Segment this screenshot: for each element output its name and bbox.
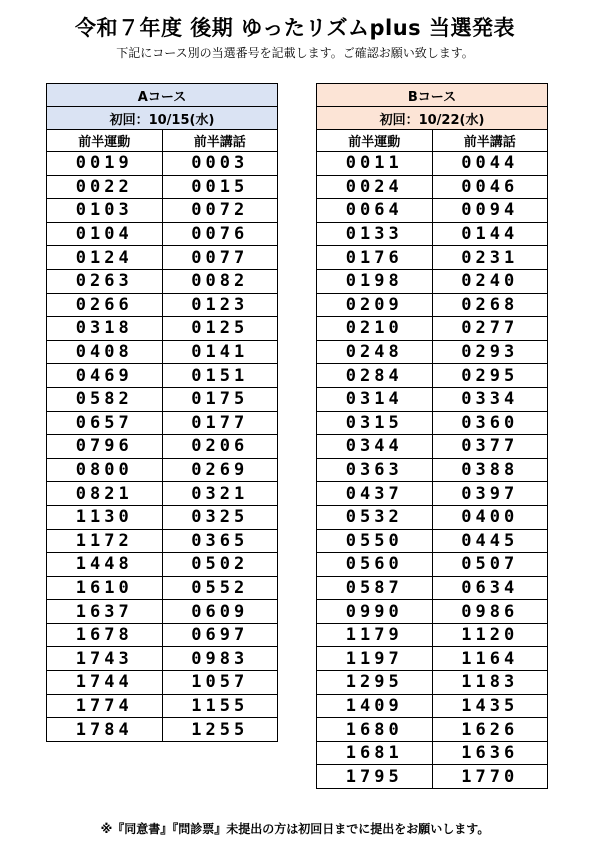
table-row (47, 411, 278, 435)
lecture-number-cell: 0293 (432, 340, 548, 364)
exercise-number-cell: 0582 (47, 387, 163, 411)
lecture-number-cell: 0206 (162, 435, 278, 459)
column-header-lecture: 前半講話 (432, 130, 548, 152)
lecture-number-cell: 1626 (432, 718, 548, 742)
table-row (47, 647, 278, 671)
table-row (317, 482, 548, 506)
lecture-number-cell: 0003 (162, 152, 278, 176)
lecture-number-cell: 0986 (432, 600, 548, 624)
lecture-number-cell: 0609 (162, 600, 278, 624)
exercise-number-cell: 0103 (47, 199, 163, 223)
table-row (47, 529, 278, 553)
exercise-number-cell: 1678 (47, 623, 163, 647)
lecture-number-cell: 1164 (432, 647, 548, 671)
course-name: Aコース (47, 84, 278, 107)
lecture-number-cell: 0360 (432, 411, 548, 435)
course-name: Bコース (317, 84, 548, 107)
table-row (47, 435, 278, 459)
table-row (47, 671, 278, 695)
lecture-number-cell: 0015 (162, 175, 278, 199)
table-row (47, 482, 278, 506)
lecture-number-cell: 1183 (432, 671, 548, 695)
lecture-number-cell: 0268 (432, 293, 548, 317)
exercise-number-cell: 0024 (317, 175, 433, 199)
exercise-number-cell: 1774 (47, 694, 163, 718)
lecture-number-cell: 0502 (162, 553, 278, 577)
exercise-number-cell: 0408 (47, 340, 163, 364)
table-row (47, 199, 278, 223)
table-row (47, 175, 278, 199)
exercise-number-cell: 0019 (47, 152, 163, 176)
table-row (47, 152, 278, 176)
exercise-number-cell: 0314 (317, 387, 433, 411)
table-row (317, 529, 548, 553)
exercise-number-cell: 0198 (317, 269, 433, 293)
table-row (47, 246, 278, 270)
table-row (317, 576, 548, 600)
lecture-number-cell: 1057 (162, 671, 278, 695)
exercise-number-cell: 0011 (317, 152, 433, 176)
lecture-number-cell: 1435 (432, 694, 548, 718)
lecture-number-cell: 0177 (162, 411, 278, 435)
exercise-number-cell: 1637 (47, 600, 163, 624)
lecture-number-cell: 0094 (432, 199, 548, 223)
lecture-number-cell: 0365 (162, 529, 278, 553)
lecture-number-cell: 0334 (432, 387, 548, 411)
lecture-number-cell: 0175 (162, 387, 278, 411)
lecture-number-cell: 0151 (162, 364, 278, 388)
exercise-number-cell: 0657 (47, 411, 163, 435)
table-row (47, 623, 278, 647)
table-row (317, 340, 548, 364)
lecture-number-cell: 0697 (162, 623, 278, 647)
lecture-number-cell: 1120 (432, 623, 548, 647)
submission-note: ※『同意書』『問診票』未提出の方は初回日までに提出をお願いします。 (100, 822, 490, 836)
table-row (317, 741, 548, 765)
exercise-number-cell: 0263 (47, 269, 163, 293)
page-title: 令和７年度 後期 ゆったリズムplus 当選発表 (75, 16, 515, 40)
exercise-number-cell: 0560 (317, 553, 433, 577)
lecture-number-cell: 1255 (162, 718, 278, 742)
course-a-table (46, 83, 278, 742)
lecture-number-cell: 0377 (432, 435, 548, 459)
table-row (47, 718, 278, 742)
table-row (47, 269, 278, 293)
exercise-number-cell: 1295 (317, 671, 433, 695)
exercise-number-cell: 1680 (317, 718, 433, 742)
exercise-number-cell: 1172 (47, 529, 163, 553)
table-row (317, 647, 548, 671)
course-start-date: 初回：10/22(水) (317, 107, 548, 130)
exercise-number-cell: 1448 (47, 553, 163, 577)
lecture-number-cell: 0397 (432, 482, 548, 506)
lecture-number-cell: 0634 (432, 576, 548, 600)
table-row (47, 576, 278, 600)
exercise-number-cell: 0064 (317, 199, 433, 223)
table-row (317, 364, 548, 388)
exercise-number-cell: 0550 (317, 529, 433, 553)
exercise-number-cell: 0532 (317, 505, 433, 529)
lecture-number-cell: 0400 (432, 505, 548, 529)
table-row (317, 175, 548, 199)
table-row (47, 553, 278, 577)
exercise-number-cell: 0124 (47, 246, 163, 270)
table-row (47, 600, 278, 624)
exercise-number-cell: 1197 (317, 647, 433, 671)
table-row (47, 364, 278, 388)
lecture-number-cell: 0325 (162, 505, 278, 529)
exercise-number-cell: 0176 (317, 246, 433, 270)
exercise-number-cell: 0437 (317, 482, 433, 506)
course-b-table (316, 83, 548, 789)
exercise-number-cell: 1784 (47, 718, 163, 742)
lecture-number-cell: 0072 (162, 199, 278, 223)
table-row (317, 293, 548, 317)
table-row (317, 411, 548, 435)
table-row (317, 765, 548, 789)
exercise-number-cell: 0990 (317, 600, 433, 624)
lecture-number-cell: 0321 (162, 482, 278, 506)
table-row (47, 222, 278, 246)
table-row (317, 694, 548, 718)
exercise-number-cell: 1795 (317, 765, 433, 789)
table-row (317, 600, 548, 624)
column-header-exercise: 前半運動 (317, 130, 433, 152)
table-row (317, 222, 548, 246)
table-row (317, 458, 548, 482)
exercise-number-cell: 0266 (47, 293, 163, 317)
lecture-number-cell: 0983 (162, 647, 278, 671)
exercise-number-cell: 1744 (47, 671, 163, 695)
table-row (317, 317, 548, 341)
lecture-number-cell: 0125 (162, 317, 278, 341)
lecture-number-cell: 0240 (432, 269, 548, 293)
table-row (317, 246, 548, 270)
lecture-number-cell: 0076 (162, 222, 278, 246)
table-row (47, 293, 278, 317)
exercise-number-cell: 0104 (47, 222, 163, 246)
exercise-number-cell: 0209 (317, 293, 433, 317)
table-row (317, 269, 548, 293)
exercise-number-cell: 1681 (317, 741, 433, 765)
page-subtitle: 下記にコース別の当選番号を記載します。ご確認お願い致します。 (116, 46, 474, 60)
lecture-number-cell: 0269 (162, 458, 278, 482)
exercise-number-cell: 0800 (47, 458, 163, 482)
table-row (47, 505, 278, 529)
lecture-number-cell: 0388 (432, 458, 548, 482)
exercise-number-cell: 0315 (317, 411, 433, 435)
lecture-number-cell: 1636 (432, 741, 548, 765)
exercise-number-cell: 0022 (47, 175, 163, 199)
exercise-number-cell: 1743 (47, 647, 163, 671)
exercise-number-cell: 0344 (317, 435, 433, 459)
exercise-number-cell: 0821 (47, 482, 163, 506)
lecture-number-cell: 0082 (162, 269, 278, 293)
table-row (317, 623, 548, 647)
table-row (317, 553, 548, 577)
exercise-number-cell: 1409 (317, 694, 433, 718)
exercise-number-cell: 0284 (317, 364, 433, 388)
exercise-number-cell: 0133 (317, 222, 433, 246)
lecture-number-cell: 0277 (432, 317, 548, 341)
table-row (47, 458, 278, 482)
column-header-exercise: 前半運動 (47, 130, 163, 152)
lecture-number-cell: 0044 (432, 152, 548, 176)
exercise-number-cell: 0318 (47, 317, 163, 341)
lecture-number-cell: 0144 (432, 222, 548, 246)
exercise-number-cell: 0210 (317, 317, 433, 341)
exercise-number-cell: 1179 (317, 623, 433, 647)
lecture-number-cell: 0141 (162, 340, 278, 364)
table-row (47, 340, 278, 364)
lecture-number-cell: 0445 (432, 529, 548, 553)
table-row (47, 317, 278, 341)
exercise-number-cell: 1610 (47, 576, 163, 600)
table-row (317, 199, 548, 223)
table-row (317, 505, 548, 529)
course-start-date: 初回：10/15(水) (47, 107, 278, 130)
exercise-number-cell: 0796 (47, 435, 163, 459)
column-header-lecture: 前半講話 (162, 130, 278, 152)
lecture-number-cell: 0507 (432, 553, 548, 577)
table-row (317, 152, 548, 176)
lecture-number-cell: 0123 (162, 293, 278, 317)
exercise-number-cell: 0469 (47, 364, 163, 388)
table-row (47, 694, 278, 718)
exercise-number-cell: 1130 (47, 505, 163, 529)
lecture-number-cell: 0231 (432, 246, 548, 270)
lecture-number-cell: 0552 (162, 576, 278, 600)
lecture-number-cell: 1155 (162, 694, 278, 718)
table-row (317, 718, 548, 742)
table-row (47, 387, 278, 411)
table-row (317, 435, 548, 459)
table-row (317, 671, 548, 695)
lecture-number-cell: 0077 (162, 246, 278, 270)
table-row (317, 387, 548, 411)
lecture-number-cell: 0295 (432, 364, 548, 388)
exercise-number-cell: 0248 (317, 340, 433, 364)
exercise-number-cell: 0363 (317, 458, 433, 482)
lecture-number-cell: 1770 (432, 765, 548, 789)
exercise-number-cell: 0587 (317, 576, 433, 600)
lecture-number-cell: 0046 (432, 175, 548, 199)
